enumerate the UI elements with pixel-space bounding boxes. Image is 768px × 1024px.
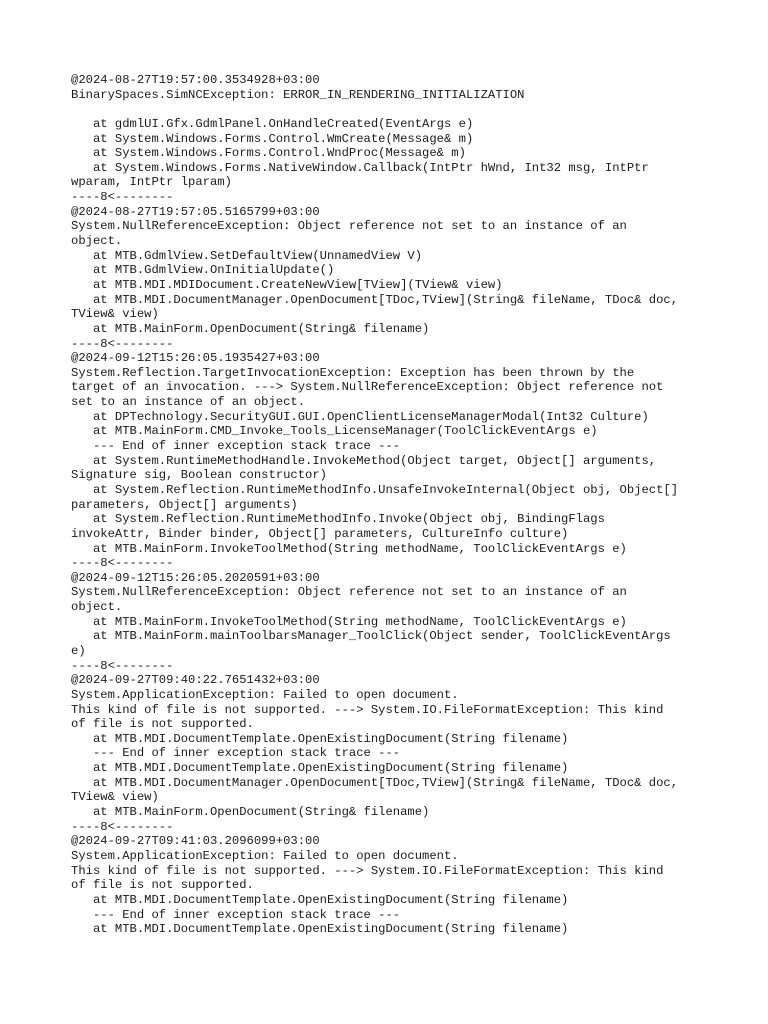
log-line: Signature sig, Boolean constructor) (71, 468, 327, 483)
log-line: TView& view) (71, 790, 159, 805)
log-line: at MTB.GdmlView.OnInitialUpdate() (71, 263, 335, 278)
log-line: at MTB.MainForm.mainToolbarsManager_ToolClick(Object sender, ToolClickEventArgs (71, 629, 671, 644)
log-line: at gdmlUI.Gfx.GdmlPanel.OnHandleCreated(EventArgs e) (71, 116, 474, 131)
log-line: target of an invocation. ---> System.NullReferenceException: Object reference not (71, 380, 664, 395)
log-line: System.NullReferenceException: Object reference not set to an instance of an (71, 585, 627, 600)
log-line: of file is not supported. (71, 878, 254, 893)
log-line: @2024-09-27T09:40:22.7651432+03:00 (71, 673, 320, 688)
log-line: wparam, IntPtr lparam) (71, 175, 232, 190)
log-line: invokeAttr, Binder binder, Object[] parameters, CultureInfo culture) (71, 526, 569, 541)
log-line: --- End of inner exception stack trace --- (71, 439, 401, 454)
log-line: TView& view) (71, 307, 159, 322)
log-line: object. (71, 234, 123, 249)
log-line: at MTB.MDI.DocumentTemplate.OpenExistingDocument(String filename) (71, 892, 569, 907)
log-line: @2024-09-27T09:41:03.2096099+03:00 (71, 834, 320, 849)
log-line: System.ApplicationException: Failed to open document. (71, 687, 459, 702)
log-line: at System.RuntimeMethodHandle.InvokeMethod(Object target, Object[] arguments, (71, 453, 657, 468)
log-line: at MTB.MainForm.InvokeToolMethod(String methodName, ToolClickEventArgs e) (71, 541, 627, 556)
log-line: at MTB.MainForm.OpenDocument(String& filename) (71, 805, 430, 820)
log-line: at System.Windows.Forms.Control.WmCreate(Message& m) (71, 131, 474, 146)
log-line: at MTB.MDI.DocumentTemplate.OpenExistingDocument(String filename) (71, 761, 569, 776)
log-line: at MTB.MDI.MDIDocument.CreateNewView[TView](TView& view) (71, 277, 503, 292)
log-line: ----8<-------- (71, 658, 174, 673)
log-line: ----8<-------- (71, 556, 174, 571)
log-line: at System.Reflection.RuntimeMethodInfo.Invoke(Object obj, BindingFlags (71, 512, 605, 527)
log-line: --- End of inner exception stack trace --- (71, 907, 401, 922)
log-line: @2024-08-27T19:57:00.3534928+03:00 (71, 73, 320, 87)
log-line: BinarySpaces.SimNCException: ERROR_IN_RENDERING_INITIALIZATION (71, 87, 525, 102)
log-line: This kind of file is not supported. ---> System.IO.FileFormatException: This kind (71, 702, 664, 717)
log-line: System.ApplicationException: Failed to open document. (71, 848, 459, 863)
log-line: object. (71, 600, 123, 615)
log-line: at MTB.MDI.DocumentTemplate.OpenExistingDocument(String filename) (71, 731, 569, 746)
error-log-text (71, 73, 711, 937)
log-line: ----8<-------- (71, 190, 174, 205)
log-line: at MTB.MDI.DocumentTemplate.OpenExistingDocument(String filename) (71, 922, 569, 937)
log-line: parameters, Object[] arguments) (71, 497, 298, 512)
log-line: This kind of file is not supported. ---> System.IO.FileFormatException: This kind (71, 863, 664, 878)
log-line: at System.Reflection.RuntimeMethodInfo.UnsafeInvokeInternal(Object obj, Object[] (71, 482, 679, 497)
log-line: at System.Windows.Forms.Control.WndProc(Message& m) (71, 146, 466, 161)
log-line: at MTB.MainForm.OpenDocument(String& filename) (71, 321, 430, 336)
log-line: System.Reflection.TargetInvocationException: Exception has been thrown by the (71, 365, 635, 380)
log-line: @2024-08-27T19:57:05.5165799+03:00 (71, 204, 320, 219)
log-line: System.NullReferenceException: Object reference not set to an instance of an (71, 219, 627, 234)
log-line: at MTB.MDI.DocumentManager.OpenDocument[TDoc,TView](String& fileName, TDoc& doc, (71, 292, 679, 307)
log-line: @2024-09-12T15:26:05.2020591+03:00 (71, 570, 320, 585)
log-line: ----8<-------- (71, 336, 174, 351)
log-line: at MTB.MDI.DocumentManager.OpenDocument[TDoc,TView](String& fileName, TDoc& doc, (71, 775, 679, 790)
log-line: at System.Windows.Forms.NativeWindow.Callback(IntPtr hWnd, Int32 msg, IntPtr (71, 160, 649, 175)
log-line: set to an instance of an object. (71, 395, 306, 410)
log-line: at MTB.MainForm.CMD_Invoke_Tools_LicenseManager(ToolClickEventArgs e) (71, 424, 598, 439)
log-line (71, 102, 711, 117)
log-line: @2024-09-12T15:26:05.1935427+03:00 (71, 351, 320, 366)
log-line: at DPTechnology.SecurityGUI.GUI.OpenClientLicenseManagerModal(Int32 Culture) (71, 409, 649, 424)
log-line: at MTB.GdmlView.SetDefaultView(UnnamedView V) (71, 248, 423, 263)
log-line: of file is not supported. (71, 717, 254, 732)
log-line: ----8<-------- (71, 819, 174, 834)
log-line: --- End of inner exception stack trace --- (71, 746, 401, 761)
log-line: at MTB.MainForm.InvokeToolMethod(String methodName, ToolClickEventArgs e) (71, 614, 627, 629)
log-line: e) (71, 643, 86, 658)
